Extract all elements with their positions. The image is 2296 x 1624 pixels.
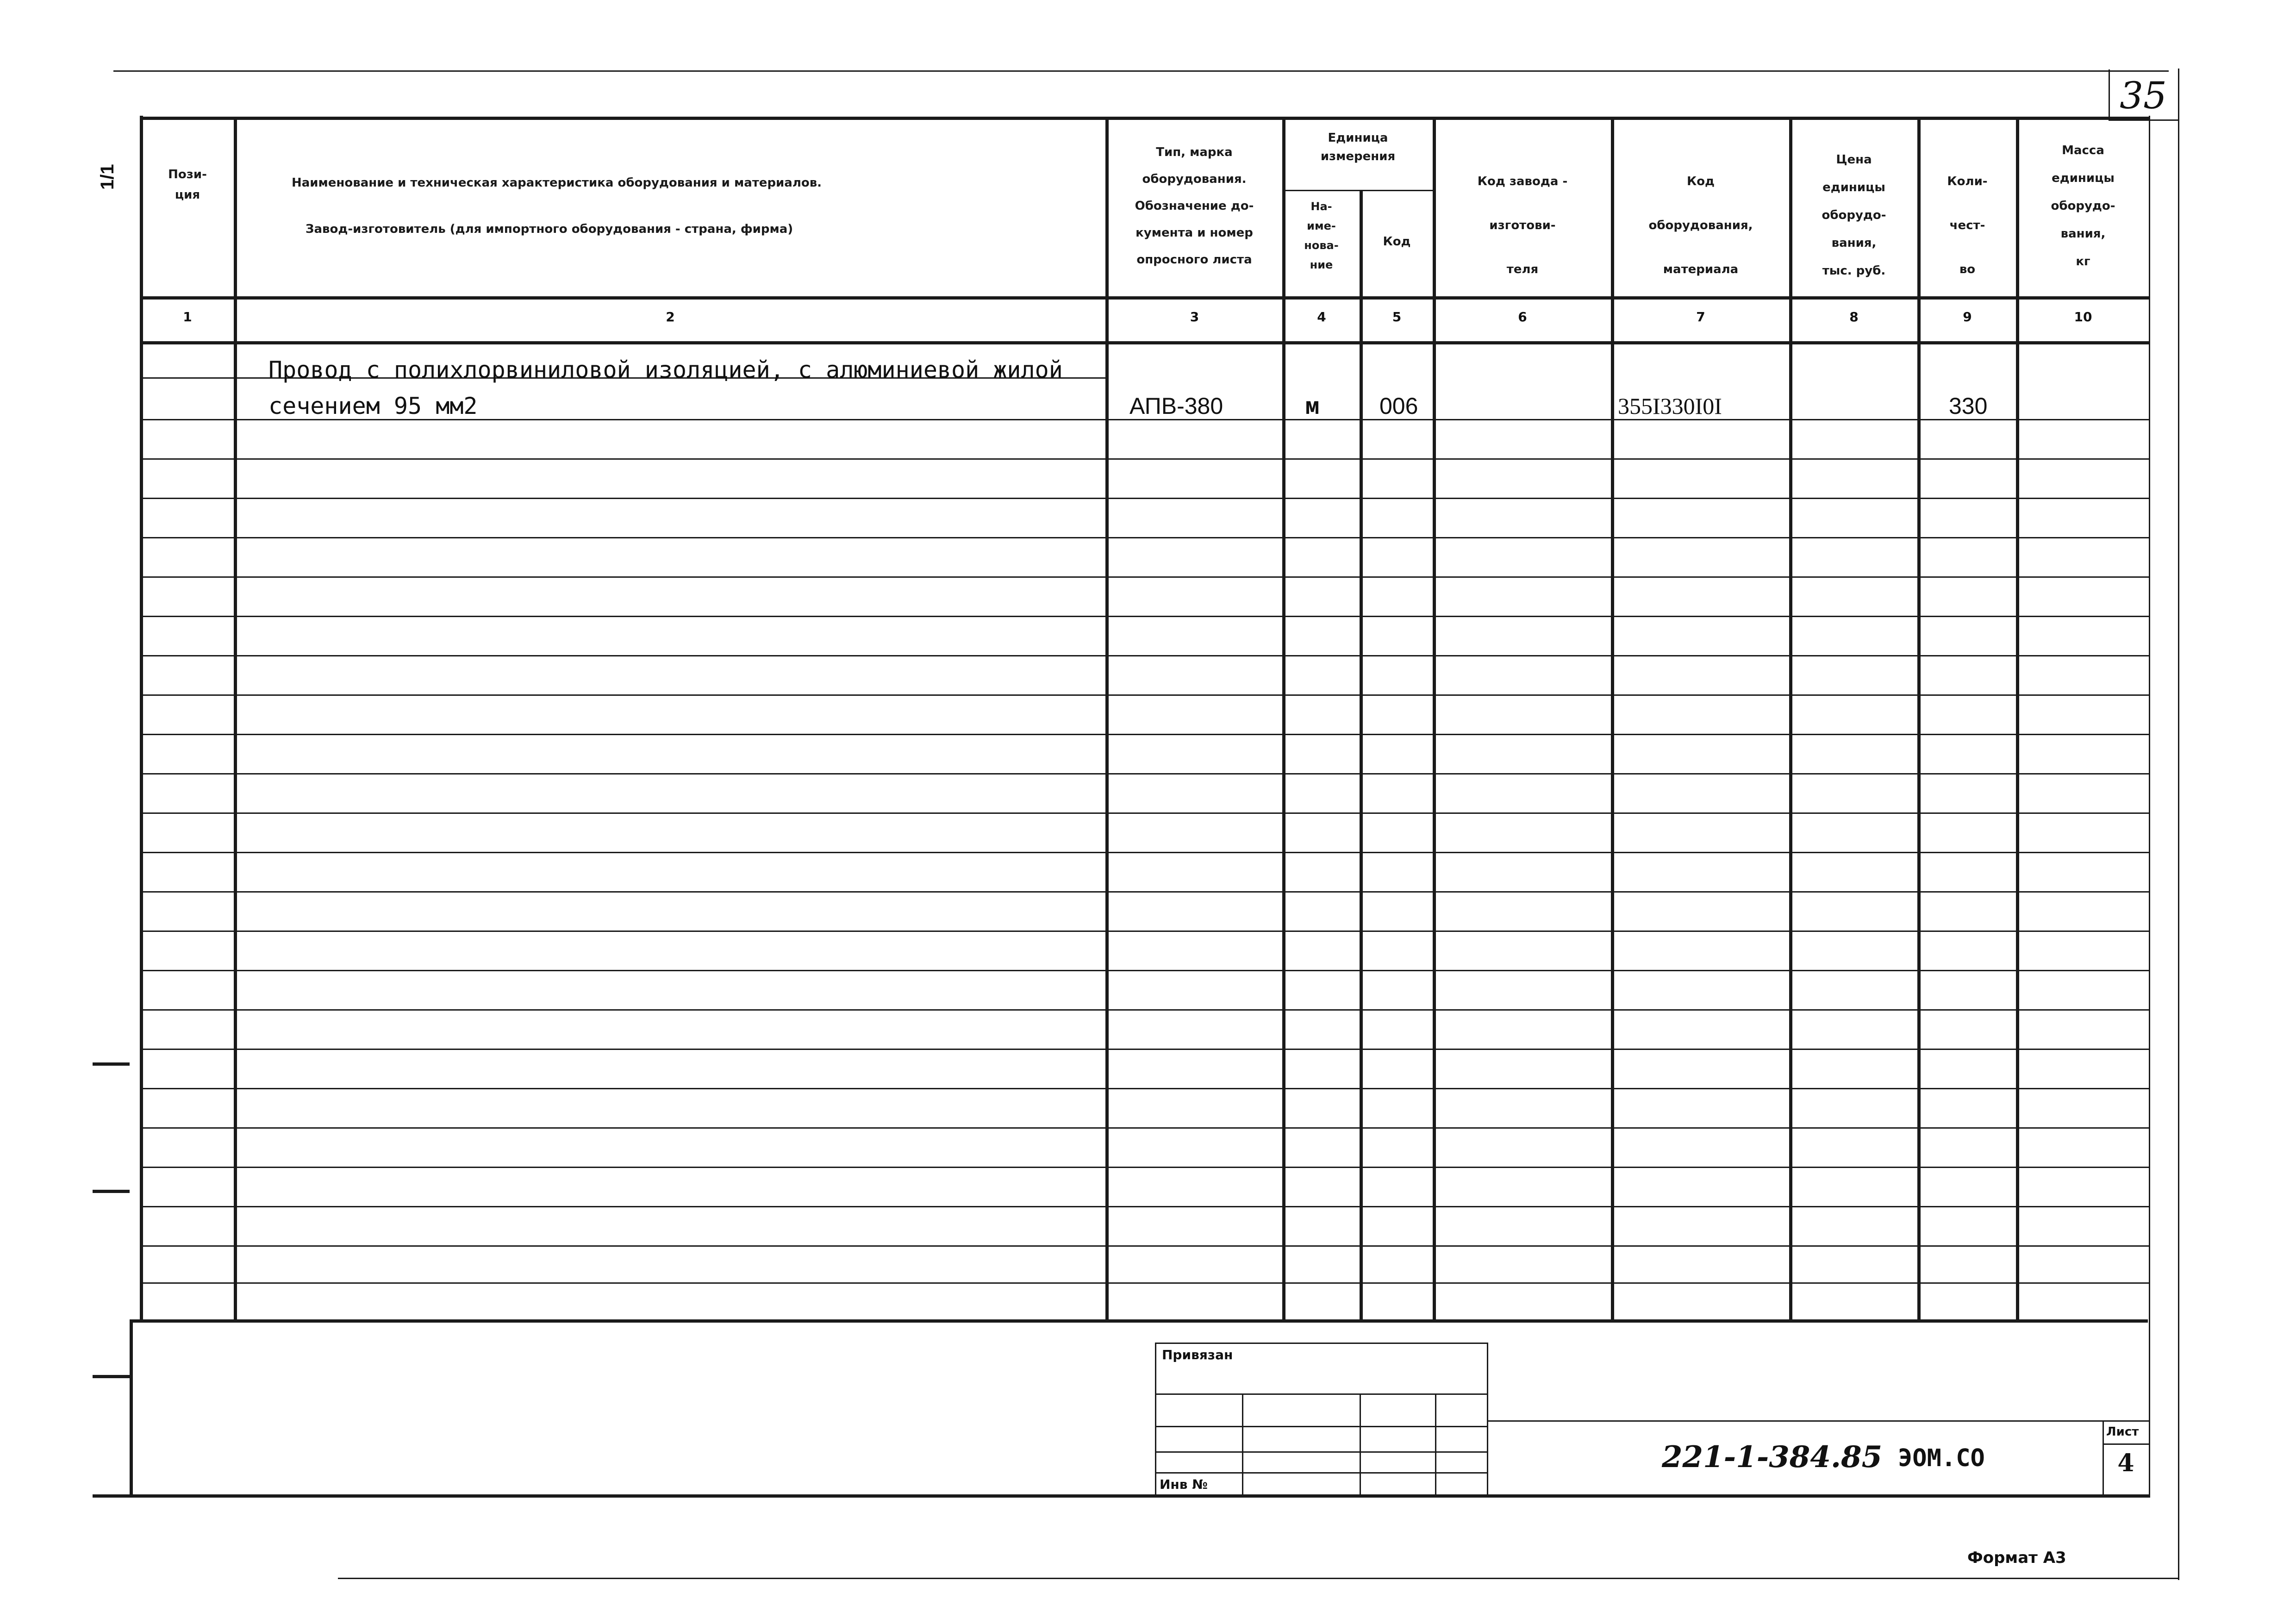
row-line (140, 1009, 2149, 1011)
row-line (140, 576, 2149, 578)
outer-bottom-border (93, 1494, 2150, 1498)
col-divider-1 (234, 117, 237, 1319)
row-line (140, 1088, 2149, 1089)
doc-code: ЭОМ.СО (1898, 1444, 1985, 1472)
header-number-bottom (140, 341, 2149, 344)
stamp-top (1155, 1343, 1488, 1344)
col-divider-8 (1917, 117, 1921, 1319)
left-mark-3 (93, 1375, 130, 1378)
table-top-border (140, 117, 2149, 120)
row-line (140, 655, 2149, 656)
bottom-frame-line (338, 1578, 2179, 1579)
corner-box-left (2109, 69, 2110, 119)
stamp-left (1155, 1343, 1156, 1494)
row1-type-mark: АПВ-380 (1129, 393, 1223, 419)
row-line (140, 458, 2149, 460)
row-line (140, 1206, 2149, 1207)
column-number-5: 5 (1392, 309, 1402, 325)
row-line (140, 891, 2149, 893)
row-line (140, 1127, 2149, 1129)
header-col3: Тип, марка оборудования. Обозначение до- кумента и номер опросного листа (1135, 145, 1254, 267)
column-number-2: 2 (666, 309, 675, 325)
sheet-box-divider (2103, 1443, 2149, 1445)
row-line (140, 970, 2149, 971)
row1-unit-name: м (1305, 393, 1320, 419)
header-col6: Код завода - изготови- теля (1477, 175, 1568, 276)
row1-name-line1: Провод с полихлорвиниловой изоляцией, с алюминиевой жилой (268, 356, 1063, 383)
unit-group-divider (1282, 190, 1433, 191)
row-line (140, 773, 2149, 775)
sheet-label: Лист (2106, 1425, 2139, 1439)
row-line (140, 852, 2149, 853)
row-line (140, 1245, 2149, 1247)
stamp-line-d (1155, 1472, 1487, 1474)
column-number-10: 10 (2074, 309, 2092, 325)
row1-name-line2: сечением 95 мм2 (268, 393, 478, 419)
stamp-line-a (1155, 1393, 1487, 1395)
header-col1: Пози- ция (168, 168, 207, 202)
table-bottom-border (130, 1319, 2148, 1323)
row1-material-code: 355I330I0I (1618, 393, 1722, 419)
table-left-outer (130, 1319, 133, 1495)
column-number-1: 1 (183, 309, 192, 325)
column-number-8: 8 (1849, 309, 1859, 325)
stamp-attached-label: Привязан (1162, 1347, 1233, 1362)
header-col8: Цена единицы оборудо- вания, тыс. руб. (1822, 153, 1886, 278)
header-number-top (140, 296, 2149, 300)
header-unit-group: Единица измерения (1320, 131, 1396, 163)
col-divider-9 (2016, 117, 2019, 1319)
column-number-7: 7 (1696, 309, 1705, 325)
header-col10: Масса единицы оборудо- вания, кг (2051, 144, 2115, 269)
row-line (140, 931, 2149, 932)
format-label: Формат А3 (1967, 1549, 2066, 1567)
doc-number-handwritten: 221-1-384.85 (1662, 1440, 1883, 1474)
left-mark-1 (93, 1062, 130, 1066)
row-line (140, 616, 2149, 617)
row1-quantity: 330 (1949, 393, 1988, 419)
row-line (140, 1282, 2149, 1284)
header-col9: Коли- чест- во (1947, 175, 1988, 276)
header-col4: На- име- нова- ние (1304, 200, 1339, 271)
stamp-inv-label: Инв № (1160, 1477, 1208, 1492)
header-col7: Код оборудования, материала (1648, 175, 1753, 276)
row-line (140, 694, 2149, 696)
header-col2: Наименование и техническая характеристика оборудования и материалов. Завод-изготовитель (для импортного оборудования - страна, фирма) (292, 176, 822, 236)
row1-unit-code: 006 (1379, 393, 1418, 419)
right-frame-line (2178, 69, 2179, 1580)
col-divider-5 (1433, 117, 1436, 1319)
side-mark: 1/1 (97, 164, 118, 190)
stamp-line-b (1155, 1426, 1487, 1427)
col-divider-4 (1360, 190, 1363, 1319)
col-divider-2 (1105, 117, 1109, 1319)
row-line (140, 537, 2149, 538)
stamp-col-b (1360, 1393, 1361, 1494)
sheet-number: 4 (2117, 1449, 2134, 1477)
column-number-4: 4 (1317, 309, 1326, 325)
row-line (140, 734, 2149, 735)
column-number-9: 9 (1963, 309, 1972, 325)
column-number-6: 6 (1518, 309, 1527, 325)
stamp-col-c (1435, 1393, 1436, 1494)
stamp-col-a (1242, 1393, 1243, 1494)
row-line (140, 812, 2149, 814)
row-line (140, 1167, 2149, 1168)
col-divider-3 (1282, 117, 1285, 1319)
col-divider-6 (1611, 117, 1614, 1319)
table-right-border (2149, 116, 2150, 1495)
col-divider-7 (1789, 117, 1792, 1319)
sheet-corner-number: 35 (2120, 74, 2167, 117)
left-mark-2 (93, 1190, 130, 1193)
column-number-3: 3 (1190, 309, 1199, 325)
stamp-line-c (1155, 1451, 1487, 1453)
row-line (140, 1049, 2149, 1050)
top-frame-line (113, 70, 2169, 72)
row-line (140, 498, 2149, 499)
header-col5: Код (1383, 235, 1411, 249)
title-block-line (1487, 1420, 2149, 1422)
stamp-right (1487, 1343, 1488, 1494)
